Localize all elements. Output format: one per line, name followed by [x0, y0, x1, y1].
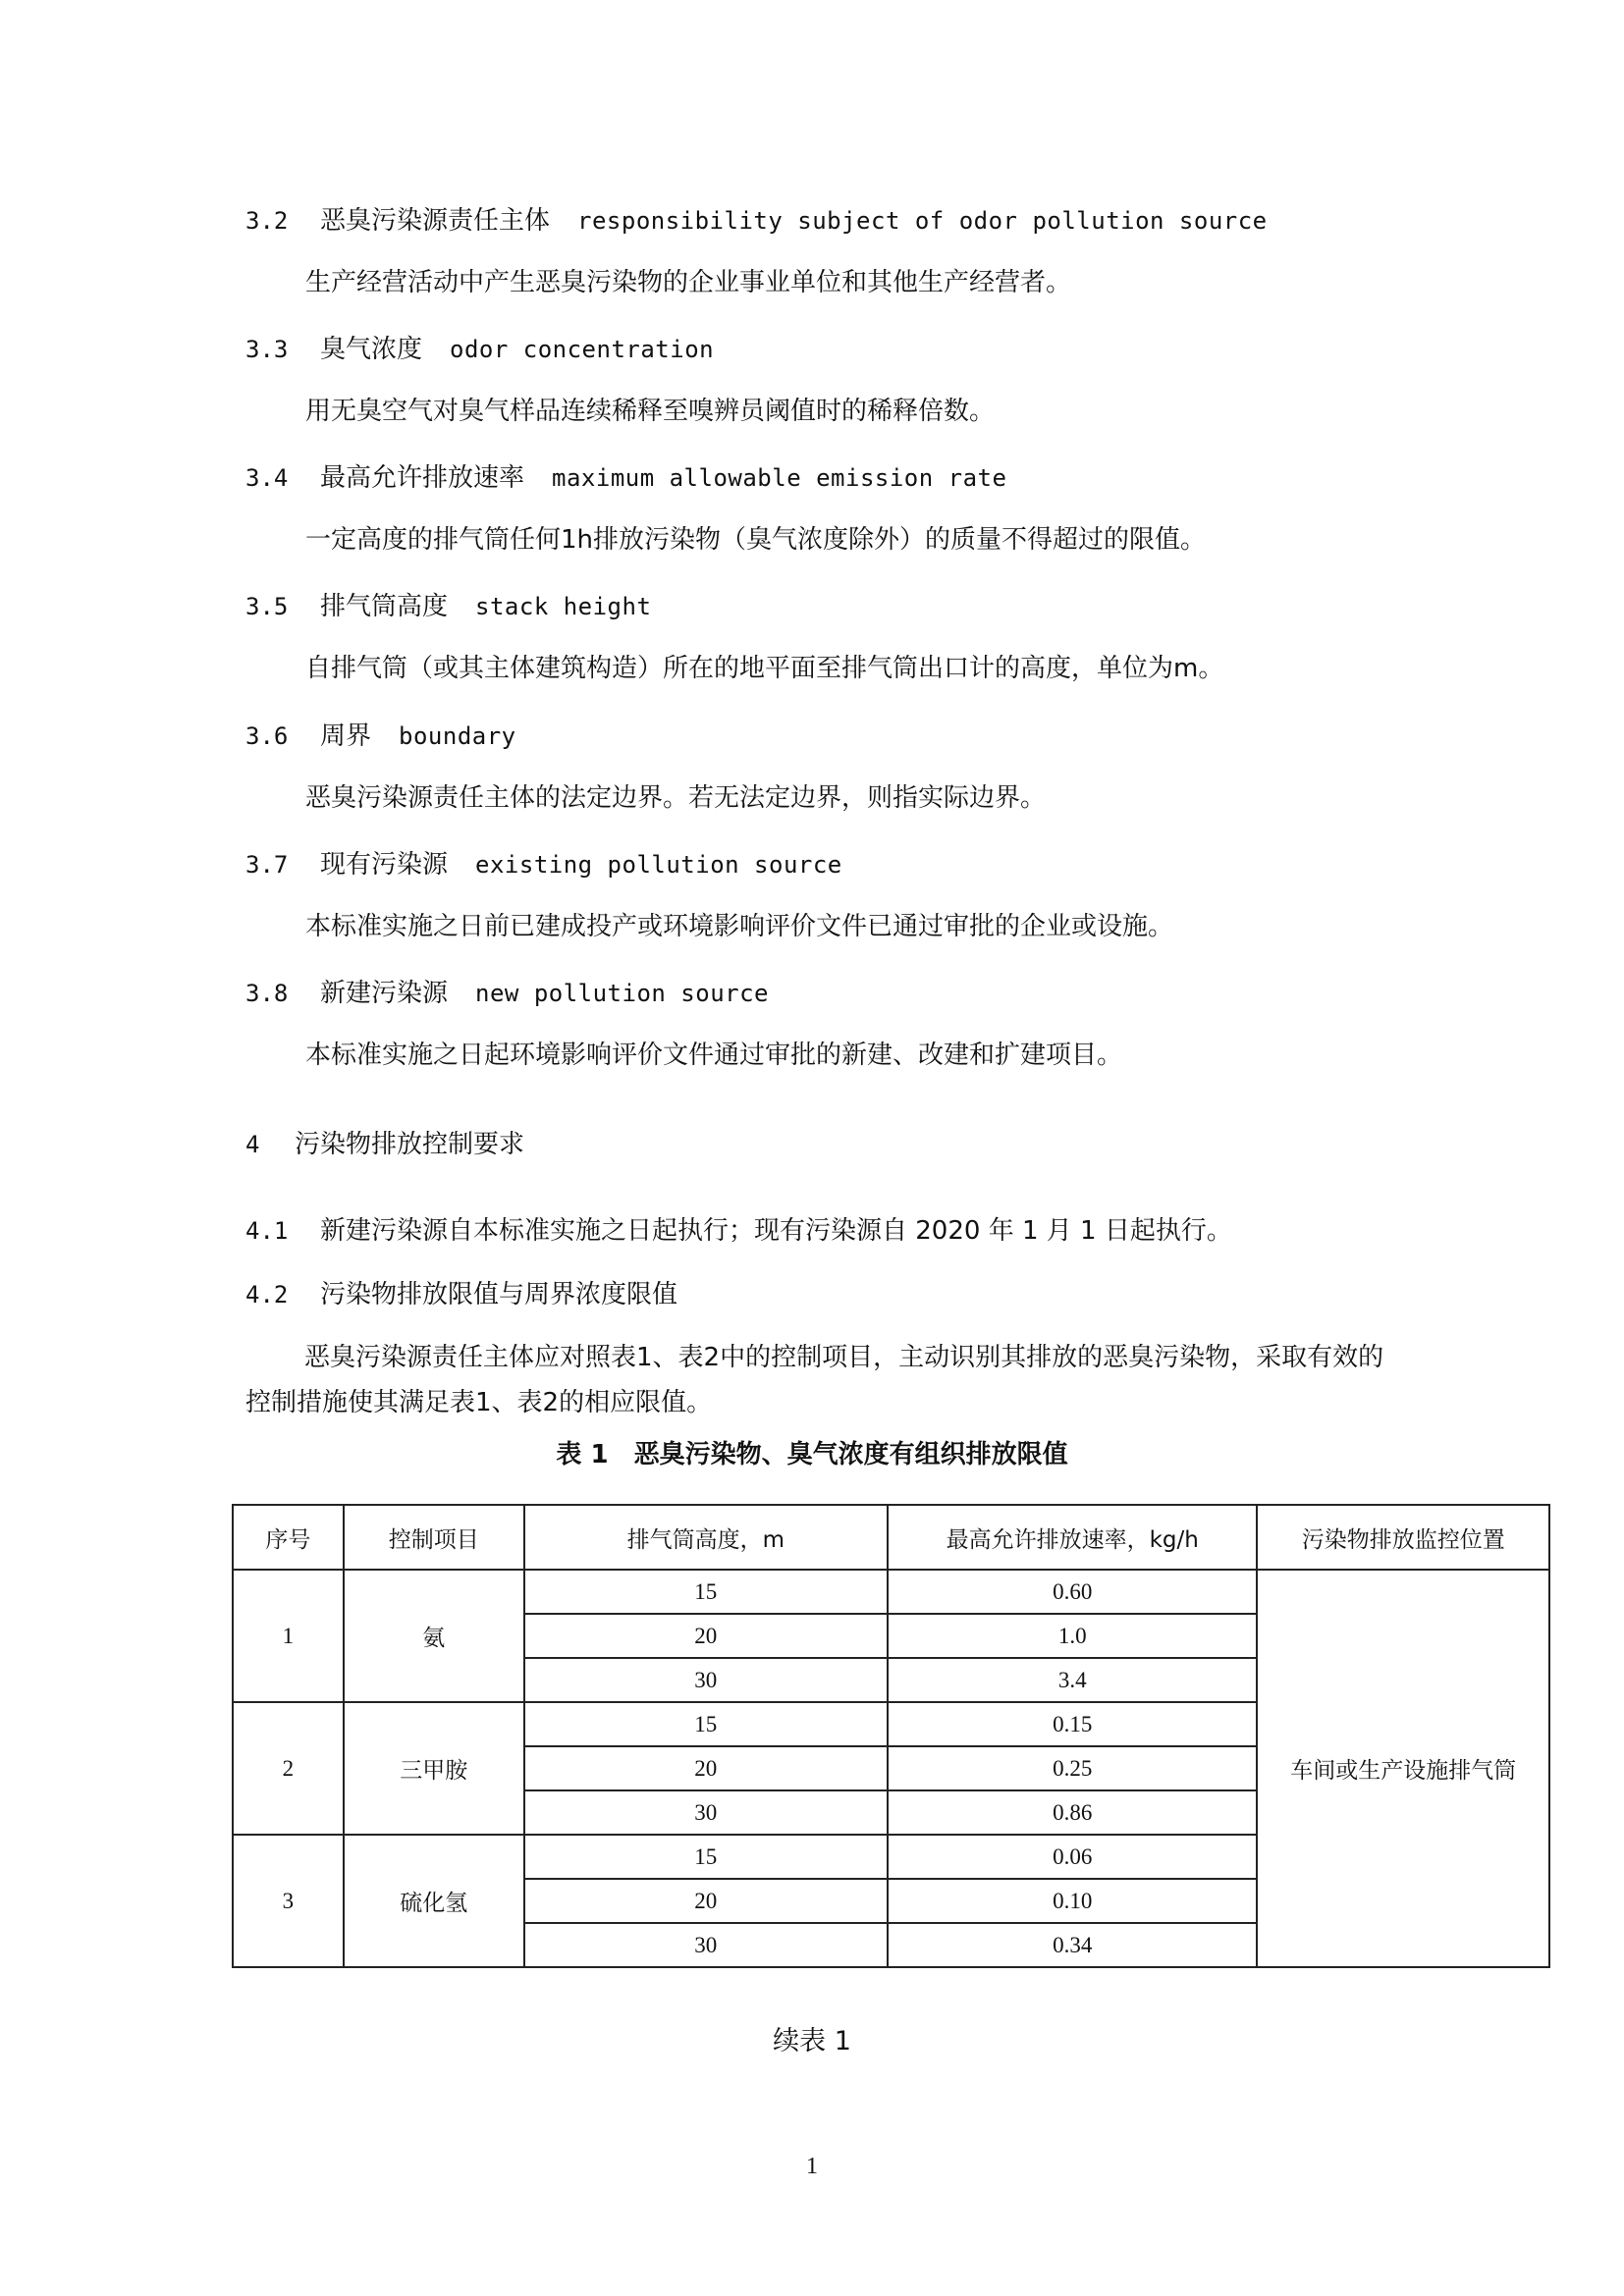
emission-limits-table [232, 1504, 1550, 1968]
header-cell: 最高允许排放速率，kg/h [888, 1505, 1257, 1570]
term-heading [245, 587, 651, 626]
term-zh: 新建污染源 [320, 979, 449, 1008]
monitoring-location-cell: 车间或生产设施排气筒 [1257, 1570, 1549, 1967]
rate-cell: 0.34 [888, 1923, 1257, 1967]
clause-number: 4.1 [245, 1217, 289, 1245]
rate-cell: 1.0 [888, 1614, 1257, 1658]
height-cell: 15 [524, 1570, 888, 1614]
term-heading [245, 330, 714, 369]
term-definition: 生产经营活动中产生恶臭污染物的企业事业单位和其他生产经营者。 [305, 268, 1072, 297]
rate-cell: 0.25 [888, 1746, 1257, 1790]
term-number: 3.6 [245, 722, 289, 750]
term-heading [245, 974, 769, 1013]
term-heading [245, 458, 1006, 498]
term-zh: 现有污染源 [320, 850, 449, 880]
body-paragraph: 恶臭污染源责任主体应对照表1、表2中的控制项目，主动识别其排放的恶臭污染物，采取有效的控制措施使其满足表1、表2的相应限值。 [245, 1343, 1384, 1417]
header-cell: 排气筒高度，m [524, 1505, 888, 1570]
header-cell: 控制项目 [344, 1505, 524, 1570]
item-cell: 氨 [344, 1570, 524, 1702]
serial-cell: 2 [233, 1702, 344, 1835]
term-number: 3.2 [245, 207, 289, 235]
term-zh: 臭气浓度 [320, 335, 423, 364]
rate-cell: 0.10 [888, 1879, 1257, 1923]
clause-4-2 [245, 1275, 677, 1314]
rate-cell: 0.15 [888, 1702, 1257, 1746]
term-en: stack height [475, 593, 652, 620]
rate-cell: 0.06 [888, 1835, 1257, 1879]
term-zh: 恶臭污染源责任主体 [320, 206, 551, 236]
page-number: 1 [806, 2154, 818, 2179]
height-cell: 30 [524, 1658, 888, 1702]
serial-cell: 1 [233, 1570, 344, 1702]
term-zh: 排气筒高度 [320, 592, 449, 621]
header-cell: 污染物排放监控位置 [1257, 1505, 1549, 1570]
height-cell: 30 [524, 1923, 888, 1967]
term-en: maximum allowable emission rate [552, 464, 1007, 492]
term-definition: 恶臭污染源责任主体的法定边界。若无法定边界，则指实际边界。 [305, 783, 1047, 813]
term-definition: 用无臭空气对臭气样品连续稀释至嗅辨员阈值时的稀释倍数。 [305, 397, 996, 426]
item-cell: 硫化氢 [344, 1835, 524, 1967]
term-definition: 自排气筒（或其主体建筑构造）所在的地平面至排气筒出口计的高度，单位为m。 [305, 654, 1224, 683]
term-number: 3.5 [245, 593, 289, 620]
section-heading [245, 1125, 524, 1164]
rate-cell: 0.86 [888, 1790, 1257, 1835]
serial-cell: 3 [233, 1835, 344, 1967]
height-cell: 30 [524, 1790, 888, 1835]
term-en: responsibility subject of odor pollution source [577, 207, 1268, 235]
table-caption: 表 1 恶臭污染物、臭气浓度有组织排放限值 [556, 1440, 1068, 1469]
clause-text: 新建污染源自本标准实施之日起执行；现有污染源自 2020 年 1 月 1 日起执行。 [320, 1216, 1232, 1246]
table-header-row [233, 1505, 1549, 1570]
term-en: existing pollution source [475, 851, 842, 879]
continuation-label: 续表 1 [773, 2026, 851, 2056]
term-en: boundary [399, 722, 516, 750]
term-heading [245, 845, 842, 884]
term-definition: 本标准实施之日起环境影响评价文件通过审批的新建、改建和扩建项目。 [305, 1041, 1123, 1070]
term-number: 3.8 [245, 980, 289, 1007]
term-definition: 一定高度的排气筒任何1h排放污染物（臭气浓度除外）的质量不得超过的限值。 [305, 525, 1207, 555]
term-en: new pollution source [475, 980, 769, 1007]
table-row [233, 1570, 1549, 1614]
term-number: 3.3 [245, 336, 289, 363]
header-cell: 序号 [233, 1505, 344, 1570]
term-definition: 本标准实施之日前已建成投产或环境影响评价文件已通过审批的企业或设施。 [305, 912, 1174, 941]
section-title: 污染物排放控制要求 [295, 1130, 525, 1159]
height-cell: 20 [524, 1614, 888, 1658]
term-en: odor concentration [450, 336, 715, 363]
clause-4-1 [245, 1211, 1232, 1251]
term-heading [245, 201, 1268, 240]
rate-cell: 0.60 [888, 1570, 1257, 1614]
term-zh: 周界 [320, 721, 372, 751]
rate-cell: 3.4 [888, 1658, 1257, 1702]
section-number: 4 [245, 1131, 260, 1158]
height-cell: 20 [524, 1879, 888, 1923]
height-cell: 20 [524, 1746, 888, 1790]
term-zh: 最高允许排放速率 [320, 463, 525, 493]
height-cell: 15 [524, 1835, 888, 1879]
item-cell: 三甲胺 [344, 1702, 524, 1835]
term-heading [245, 717, 516, 756]
term-number: 3.4 [245, 464, 289, 492]
term-number: 3.7 [245, 851, 289, 879]
height-cell: 15 [524, 1702, 888, 1746]
clause-title: 污染物排放限值与周界浓度限值 [320, 1280, 678, 1309]
clause-number: 4.2 [245, 1281, 289, 1308]
